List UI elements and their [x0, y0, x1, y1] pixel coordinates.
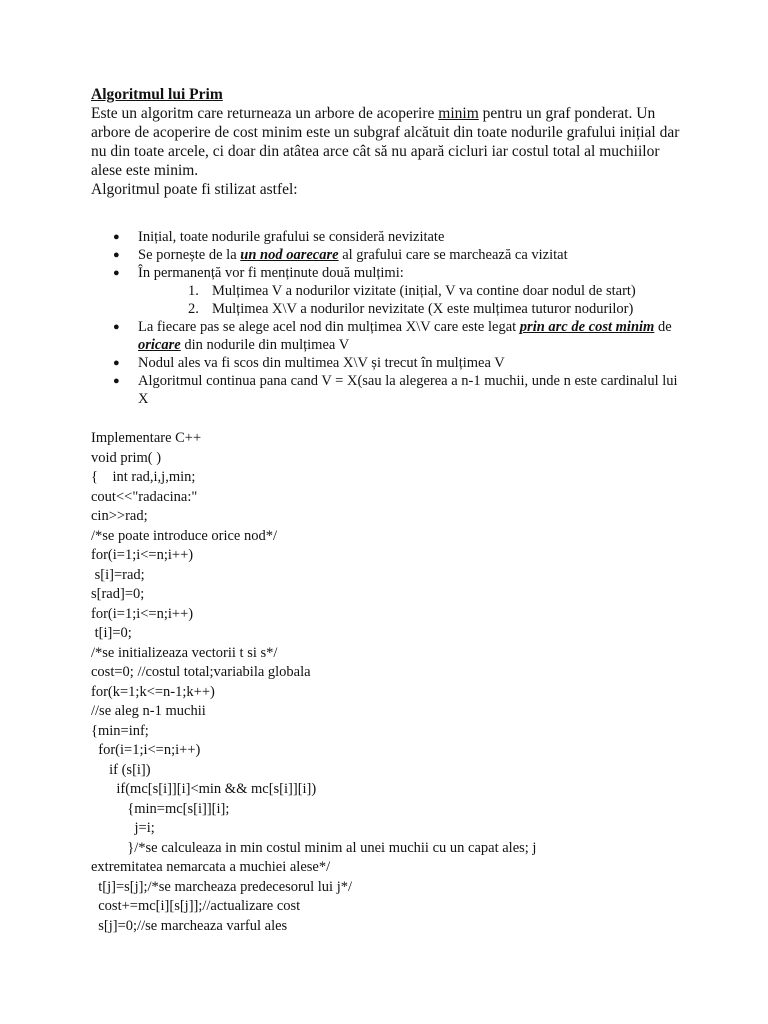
- list-item: ● În permanență vor fi menținute două mulțimi: 1. Mulțimea V a nodurilor vizitate (inițial, V va contine doar nodul de start) 2. Mulțimea X\V a nodurilor nevizitate (X este mulțimea tuturor nodurilor): [110, 264, 690, 318]
- intro-text-start: Este un algoritm care returneaza un arbore de acoperire: [91, 105, 439, 122]
- bullet-icon: ●: [113, 267, 120, 279]
- code-line: for(i=1;i<=n;i++): [91, 547, 194, 563]
- code-line: {min=mc[s[i]][i];: [91, 800, 230, 817]
- code-line: s[j]=0;//se marcheaza varful ales: [91, 917, 288, 934]
- code-line: cost+=mc[i][s[j]];//actualizare cost: [91, 898, 301, 914]
- intro-underlined-minim: minim: [438, 105, 479, 122]
- numbered-sublist: [138, 282, 690, 318]
- code-line: {min=inf;: [91, 722, 149, 739]
- code-line: s[i]=rad;: [91, 566, 145, 583]
- list-item: ● Nodul ales va fi scos din multimea X\V și trecut în mulțimea V: [113, 355, 505, 371]
- intro-stylized-line: Algoritmul poate fi stilizat astfel:: [91, 181, 298, 198]
- bullet-list: [110, 228, 690, 408]
- code-line: }/*se calculeaza in min costul minim al unei muchii cu un capat ales; j: [91, 839, 537, 856]
- bullet-icon: ●: [113, 231, 120, 243]
- bullet-icon: ●: [113, 357, 120, 369]
- code-line: if (s[i]): [91, 761, 151, 778]
- intro-paragraph: [91, 104, 691, 180]
- code-line: j=i;: [91, 820, 155, 836]
- intro-section: [91, 85, 691, 199]
- code-line: s[rad]=0;: [91, 586, 145, 602]
- code-block: [91, 429, 681, 936]
- code-line: for(i=1;i<=n;i++): [91, 605, 194, 622]
- list-item: ● Inițial, toate nodurile grafului se consideră nevizitate: [113, 229, 445, 245]
- code-line: /*se initializeaza vectorii t si s*/: [91, 644, 278, 661]
- emphasis-arc-cost-minim: prin arc de cost minim: [519, 319, 655, 335]
- code-line: t[j]=s[j];/*se marcheaza predecesorul lui j*/: [91, 878, 353, 895]
- sublist-item: 1. Mulțimea V a nodurilor vizitate (inițial, V va contine doar nodul de start): [188, 283, 636, 299]
- code-line: extremitatea nemarcata a muchiei alese*/: [91, 859, 331, 875]
- code-line: /*se poate introduce orice nod*/: [91, 527, 278, 544]
- code-line: if(mc[s[i]][i]<min && mc[s[i]][i]): [91, 781, 317, 797]
- code-line: void prim( ): [91, 449, 162, 466]
- bullet-icon: ●: [113, 249, 120, 261]
- code-line: cost=0; //costul total;variabila globala: [91, 664, 311, 680]
- code-line: cin>>rad;: [91, 508, 148, 524]
- list-item: ● Algoritmul continua pana cand V = X(sau la alegerea a n-1 muchii, unde n este cardinalul lui X: [113, 373, 678, 407]
- sublist-item: 2. Mulțimea X\V a nodurilor nevizitate (X este mulțimea tuturor nodurilor): [188, 301, 634, 317]
- intro-text-end: pentru un graf ponderat. Un arbore de acoperire de cost minim este un subgraf alcătuit din toate nodurile grafului inițial dar nu din toate arcele, ci doar din atâtea arce cât să nu apară cicluri iar costul total al muchiilor alese este minim.: [91, 105, 680, 179]
- code-line: cout<<"radacina:": [91, 488, 198, 505]
- bullet-icon: ●: [113, 375, 120, 387]
- code-line: t[i]=0;: [91, 625, 132, 641]
- code-line: for(i=1;i<=n;i++): [91, 742, 201, 758]
- list-item: ● La fiecare pas se alege acel nod din mulțimea X\V care este legat prin arc de cost minim de oricare din nodurile din mulțimea V: [113, 319, 672, 353]
- emphasis-un-nod-oarecare: un nod oarecare: [240, 247, 339, 263]
- code-line: for(k=1;k<=n-1;k++): [91, 683, 215, 700]
- page-title: Algoritmul lui Prim: [91, 86, 223, 103]
- code-line: { int rad,i,j,min;: [91, 469, 196, 485]
- list-item: ● Se pornește de la un nod oarecare al grafului care se marchează ca vizitat: [113, 247, 568, 263]
- code-line: //se aleg n-1 muchii: [91, 703, 206, 719]
- emphasis-oricare: oricare: [138, 337, 181, 353]
- bullet-icon: ●: [113, 321, 120, 333]
- section-heading: Implementare C++: [91, 430, 202, 446]
